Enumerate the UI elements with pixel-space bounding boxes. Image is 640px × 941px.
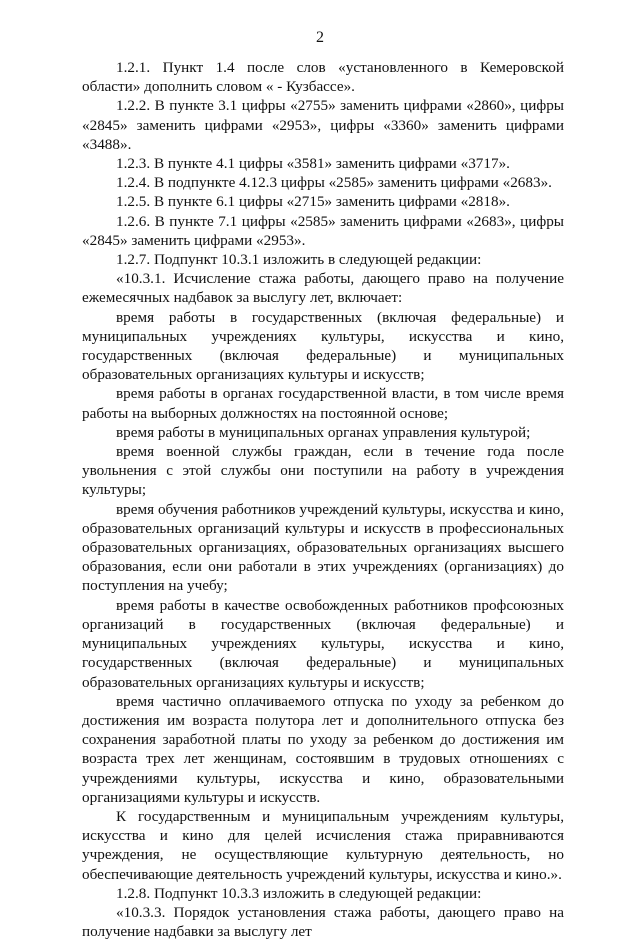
paragraph-1-2-8: 1.2.8. Подпункт 10.3.3 изложить в следующей редакции:: [116, 884, 482, 902]
paragraph-item-government-bodies: время работы в органах государственной власти, в том числе время работы на выборных должностях на постоянной основе;: [82, 385, 564, 422]
paragraph-1-2-3: 1.2.3. В пункте 4.1 цифры «3581» заменить цифрами «3717».: [116, 155, 510, 173]
paragraph-equated-institutions: К государственным и муниципальным учреждениям культуры, искусства и кино для целей исчисления стажа приравниваются учреждения, не осуществляющие культурную деятельность, но обеспечивающие деятельность учреждений культуры, искусства и кино.».: [82, 807, 564, 883]
paragraph-10-3-3: «10.3.3. Порядок установления стажа работы, дающего право на получение надбавки за выслугу лет: [82, 903, 564, 941]
paragraph-10-3-1: «10.3.1. Исчисление стажа работы, дающего право на получение ежемесячных надбавок за выслугу лет, включает:: [82, 270, 564, 307]
paragraph-item-parental-leave: время частично оплачиваемого отпуска по уходу за ребенком до достижения им возраста полутора лет и дополнительного отпуска без сохранения заработной платы по уходу за ребенком до достижения им возраста трех лет женщинам, состоявшим в трудовых отношениях с учреждениями культуры, искусства и кино, образовательными организациями культуры и искусств.: [82, 692, 564, 806]
paragraph-1-2-1: 1.2.1. Пункт 1.4 после слов «установленного в Кемеровской области» дополнить словом « - Кузбассе».: [82, 59, 564, 96]
page-number: 2: [316, 29, 324, 46]
paragraph-1-2-6: 1.2.6. В пункте 7.1 цифры «2585» заменить цифрами «2683», цифры «2845» заменить цифрами «2953».: [82, 212, 564, 249]
paragraph-item-military-service: время военной службы граждан, если в течение года после увольнения с этой службы они поступили на работу в учреждения культуры;: [82, 443, 564, 499]
paragraph-1-2-4: 1.2.4. В подпункте 4.12.3 цифры «2585» заменить цифрами «2683».: [116, 174, 552, 192]
paragraph-item-trade-unions: время работы в качестве освобожденных работников профсоюзных организаций в государственных (включая федеральные) и муниципальных учреждениях культуры, искусства и кино, государственных (включая федеральные) и муниципальных образовательных организациях культуры и искусств;: [82, 596, 564, 691]
paragraph-item-state-institutions: время работы в государственных (включая федеральные) и муниципальных учреждениях культуры, искусства и кино, государственных (включая федеральные) и муниципальных образовательных организациях культуры и искусств;: [82, 308, 564, 384]
paragraph-1-2-2: 1.2.2. В пункте 3.1 цифры «2755» заменить цифрами «2860», цифры «2845» заменить цифрами «2953», цифры «3360» заменить цифрами «3488».: [82, 97, 564, 153]
paragraph-1-2-5: 1.2.5. В пункте 6.1 цифры «2715» заменить цифрами «2818».: [116, 193, 510, 211]
paragraph-item-education: время обучения работников учреждений культуры, искусства и кино, образовательных организаций культуры и искусств в профессиональных образовательных организациях, образовательных организациях высшего образования, если они работали в этих учреждениях (организациях) до поступления на учебу;: [82, 500, 564, 595]
paragraph-1-2-7: 1.2.7. Подпункт 10.3.1 изложить в следующей редакции:: [116, 251, 482, 269]
paragraph-item-municipal-bodies: время работы в муниципальных органах управления культурой;: [116, 423, 531, 441]
document-body: [82, 58, 564, 941]
